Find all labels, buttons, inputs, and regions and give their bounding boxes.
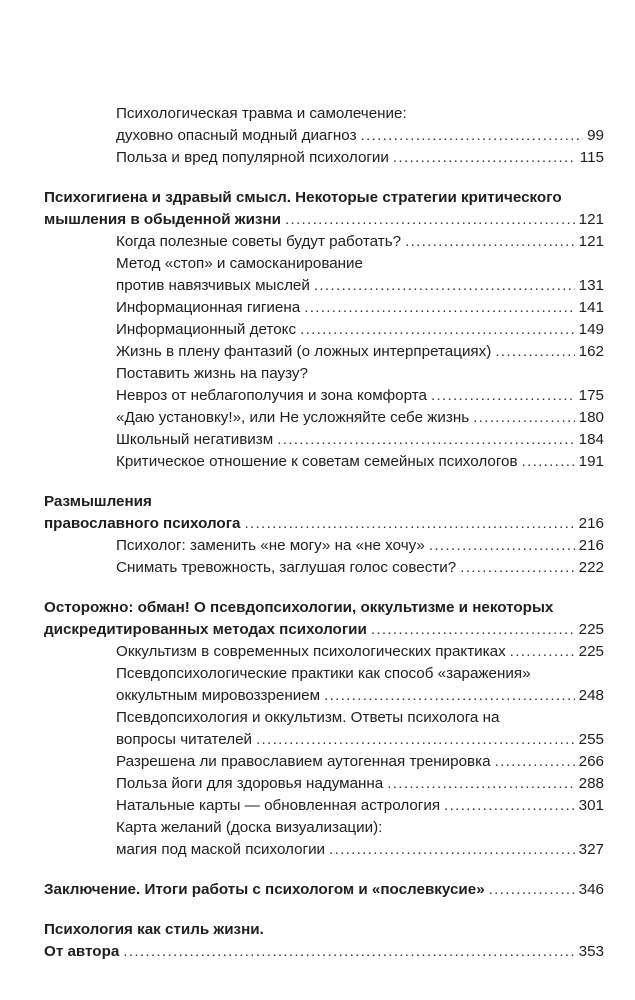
page-number: 327 (578, 841, 604, 858)
toc-section-entry[interactable] (44, 147, 604, 169)
dot-leader (429, 535, 575, 557)
toc-section-entry[interactable] (44, 451, 604, 473)
entry-title-line: Жизнь в плену фантазий (о ложных интерпретациях) (116, 343, 492, 360)
section-spacer (44, 473, 604, 491)
dot-leader (510, 641, 575, 663)
dot-leader (405, 231, 575, 253)
entry-title-line: Информационная гигиена (116, 299, 301, 316)
entry-title-line: Осторожно: обман! О псевдопсихологии, оккультизме и некоторых (44, 599, 554, 616)
page-number: 346 (578, 881, 604, 898)
dot-leader (387, 773, 574, 795)
page-number: 288 (578, 775, 604, 792)
entry-title-line: Разрешена ли православием аутогенная тренировка (116, 753, 491, 770)
entry-title-line: Снимать тревожность, заглушая голос совести? (116, 559, 457, 576)
toc-chapter-entry[interactable] (44, 187, 604, 231)
toc-section-entry[interactable] (44, 663, 604, 707)
entry-title-line: Психология как стиль жизни. (44, 921, 264, 938)
toc-section-entry[interactable] (44, 407, 604, 429)
toc-section-entry[interactable] (44, 253, 604, 297)
toc-chapter-entry[interactable] (44, 919, 604, 963)
toc-section-entry[interactable] (44, 557, 604, 579)
entry-title-line: Псевдопсихологические практики как способ «заражения» (116, 665, 531, 682)
section-spacer (44, 579, 604, 597)
dot-leader (460, 557, 574, 579)
dot-leader (300, 319, 575, 341)
dot-leader (473, 407, 575, 429)
page-number: 99 (587, 127, 604, 144)
entry-title-line: Информационный детокс (116, 321, 297, 338)
page-number: 149 (578, 321, 604, 338)
dot-leader (244, 513, 574, 535)
dot-leader (495, 341, 574, 363)
dot-leader (371, 619, 575, 641)
page-number: 255 (578, 731, 604, 748)
page-number: 222 (578, 559, 604, 576)
dot-leader (522, 451, 575, 473)
dot-leader (444, 795, 575, 817)
page-number: 141 (578, 299, 604, 316)
entry-title-line: От автора (44, 943, 120, 960)
table-of-contents (44, 103, 604, 963)
entry-title-line: духовно опасный модный диагноз (116, 127, 357, 144)
dot-leader (314, 275, 575, 297)
toc-chapter-entry[interactable] (44, 879, 604, 901)
toc-section-entry[interactable] (44, 319, 604, 341)
toc-section-entry[interactable] (44, 297, 604, 319)
page-number: 225 (578, 621, 604, 638)
page-number: 248 (578, 687, 604, 704)
dot-leader (324, 685, 575, 707)
page-number: 353 (578, 943, 604, 960)
entry-title-line: Школьный негативизм (116, 431, 274, 448)
entry-title-line: Метод «стоп» и самосканирование (116, 255, 363, 272)
toc-section-entry[interactable] (44, 817, 604, 861)
entry-title-line: магия под маской психологии (116, 841, 326, 858)
entry-title-line: Поставить жизнь на паузу? (116, 365, 308, 382)
entry-title-line: Натальные карты — обновленная астрология (116, 797, 441, 814)
dot-leader (393, 147, 576, 169)
page-number: 216 (578, 537, 604, 554)
page-number: 121 (578, 233, 604, 250)
toc-chapter-entry[interactable] (44, 597, 604, 641)
dot-leader (123, 941, 574, 963)
entry-title-line: Когда полезные советы будут работать? (116, 233, 402, 250)
toc-chapter-entry[interactable] (44, 491, 604, 535)
entry-title-line: Оккультизм в современных психологических практиках (116, 643, 506, 660)
page-number: 131 (578, 277, 604, 294)
entry-title-line: оккультным мировоззрением (116, 687, 321, 704)
page-number: 225 (578, 643, 604, 660)
toc-section-entry[interactable] (44, 641, 604, 663)
section-spacer (44, 169, 604, 187)
toc-section-entry[interactable] (44, 429, 604, 451)
dot-leader (256, 729, 575, 751)
entry-title-line: Польза и вред популярной психологии (116, 149, 389, 166)
entry-title-line: Польза йоги для здоровья надуманна (116, 775, 384, 792)
entry-title-line: мышления в обыденной жизни (44, 211, 281, 228)
section-spacer (44, 901, 604, 919)
entry-title-line: Псевдопсихология и оккультизм. Ответы психолога на (116, 709, 500, 726)
entry-title-line: Психогигиена и здравый смысл. Некоторые стратегии критического (44, 189, 562, 206)
toc-section-entry[interactable] (44, 707, 604, 751)
toc-section-entry[interactable] (44, 773, 604, 795)
entry-title-line: «Даю установку!», или Не усложняйте себе жизнь (116, 409, 470, 426)
dot-leader (285, 209, 575, 231)
dot-leader (277, 429, 574, 451)
page-number: 180 (578, 409, 604, 426)
section-spacer (44, 861, 604, 879)
toc-section-entry[interactable] (44, 231, 604, 253)
page-number: 115 (579, 149, 604, 166)
dot-leader (431, 385, 575, 407)
page-number: 175 (578, 387, 604, 404)
dot-leader (329, 839, 575, 861)
page-number: 184 (578, 431, 604, 448)
entry-title-line: вопросы читателей (116, 731, 253, 748)
page-number: 191 (578, 453, 604, 470)
entry-title-line: Невроз от неблагополучия и зона комфорта (116, 387, 427, 404)
page-number: 301 (578, 797, 604, 814)
page-number: 162 (578, 343, 604, 360)
toc-section-entry[interactable] (44, 363, 604, 407)
page-number: 121 (578, 211, 604, 228)
entry-title-line: Психологическая травма и самолечение: (116, 105, 407, 122)
toc-section-entry[interactable] (44, 103, 604, 147)
page-number: 216 (578, 515, 604, 532)
dot-leader (304, 297, 574, 319)
dot-leader (495, 751, 575, 773)
entry-title-line: Критическое отношение к советам семейных психологов (116, 453, 518, 470)
toc-section-entry[interactable] (44, 751, 604, 773)
toc-section-entry[interactable] (44, 535, 604, 557)
dot-leader (361, 125, 584, 147)
entry-title-line: православного психолога (44, 515, 241, 532)
entry-title-line: дискредитированных методах психологии (44, 621, 367, 638)
entry-title-line: против навязчивых мыслей (116, 277, 310, 294)
page-number: 266 (578, 753, 604, 770)
entry-title-line: Психолог: заменить «не могу» на «не хочу» (116, 537, 425, 554)
entry-title-line: Карта желаний (доска визуализации): (116, 819, 383, 836)
entry-title-line: Размышления (44, 493, 152, 510)
toc-section-entry[interactable] (44, 341, 604, 363)
toc-section-entry[interactable] (44, 795, 604, 817)
entry-title-line: Заключение. Итоги работы с психологом и «послевкусие» (44, 881, 485, 898)
dot-leader (489, 879, 575, 901)
